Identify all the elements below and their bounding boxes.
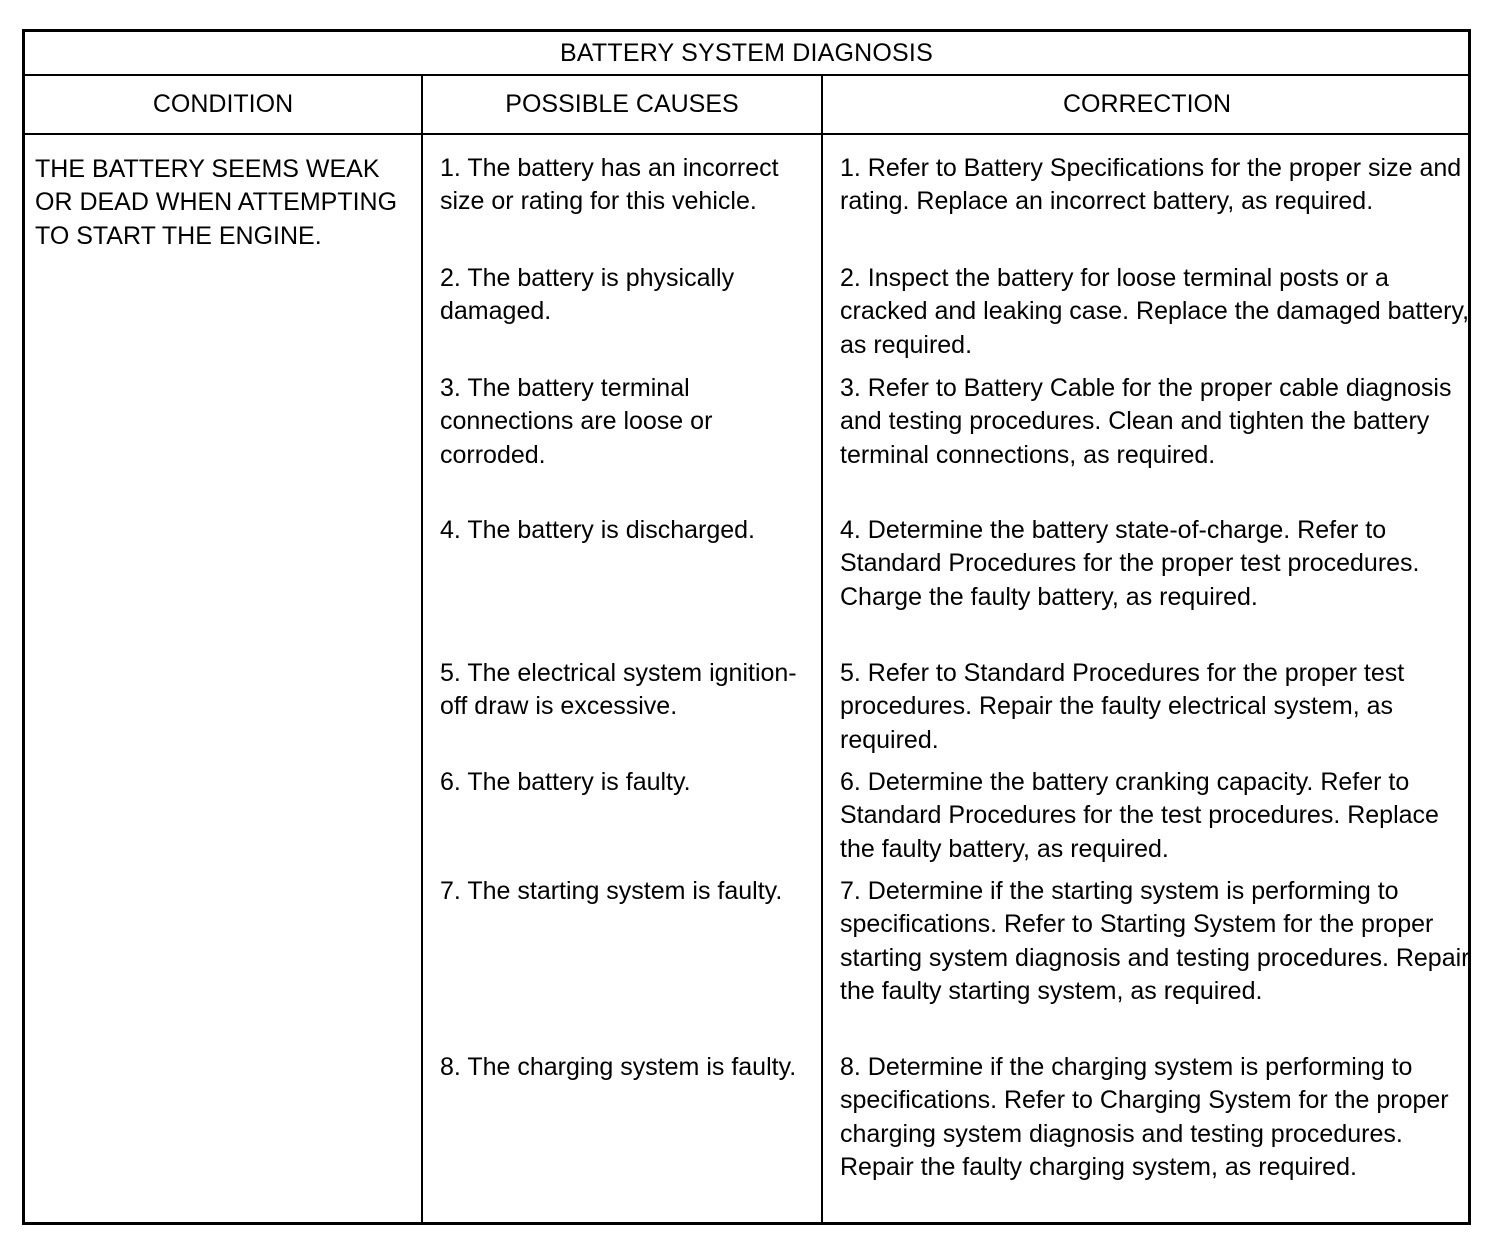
header-row bbox=[25, 76, 1468, 135]
correction-3: 3. Refer to Battery Cable for the proper cable diagnosis and testing procedures. Clean and tighten the battery terminal connections, as required. bbox=[840, 374, 1452, 469]
column-divider bbox=[421, 76, 423, 1222]
cause-8: 8. The charging system is faulty. bbox=[440, 1053, 797, 1081]
correction-6: 6. Determine the battery cranking capacity. Refer to Standard Procedures for the test procedures. Replace the faulty battery, as required. bbox=[840, 768, 1439, 863]
correction-1: 1. Refer to Battery Specifications for the proper size and rating. Replace an incorrect battery, as required. bbox=[840, 154, 1462, 216]
cause-3: 3. The battery terminal connections are loose or corroded. bbox=[440, 374, 713, 469]
diagnosis-table bbox=[22, 29, 1471, 1225]
correction-4: 4. Determine the battery state-of-charge. Refer to Standard Procedures for the proper test procedures. Charge the faulty battery, as required. bbox=[840, 516, 1420, 611]
correction-7: 7. Determine if the starting system is performing to specifications. Refer to Starting System for the proper starting system diagnosis and testing procedures. Repair the faulty starting system, as required. bbox=[840, 877, 1470, 1006]
table-title: BATTERY SYSTEM DIAGNOSIS bbox=[25, 32, 1468, 76]
column-divider bbox=[821, 76, 823, 1222]
correction-2: 2. Inspect the battery for loose terminal posts or a cracked and leaking case. Replace the damaged battery, as required. bbox=[840, 264, 1470, 359]
cause-2: 2. The battery is physically damaged. bbox=[440, 264, 735, 326]
cause-4: 4. The battery is discharged. bbox=[440, 516, 755, 544]
correction-8: 8. Determine if the charging system is performing to specifications. Refer to Charging System for the proper charging system diagnosis and testing procedures. Repair the faulty charging system, as required. bbox=[840, 1053, 1449, 1182]
cause-1: 1. The battery has an incorrect size or rating for this vehicle. bbox=[440, 154, 779, 216]
header-condition: CONDITION bbox=[152, 90, 294, 118]
header-possible-causes: POSSIBLE CAUSES bbox=[505, 90, 739, 118]
condition-text: THE BATTERY SEEMS WEAK OR DEAD WHEN ATTEMPTING TO START THE ENGINE. bbox=[35, 155, 398, 250]
cause-6: 6. The battery is faulty. bbox=[440, 768, 691, 796]
cause-7: 7. The starting system is faulty. bbox=[440, 877, 783, 905]
correction-5: 5. Refer to Standard Procedures for the proper test procedures. Repair the faulty electrical system, as required. bbox=[840, 659, 1405, 754]
header-correction: CORRECTION bbox=[1062, 90, 1232, 118]
cause-5: 5. The electrical system ignition-off draw is excessive. bbox=[440, 659, 797, 721]
